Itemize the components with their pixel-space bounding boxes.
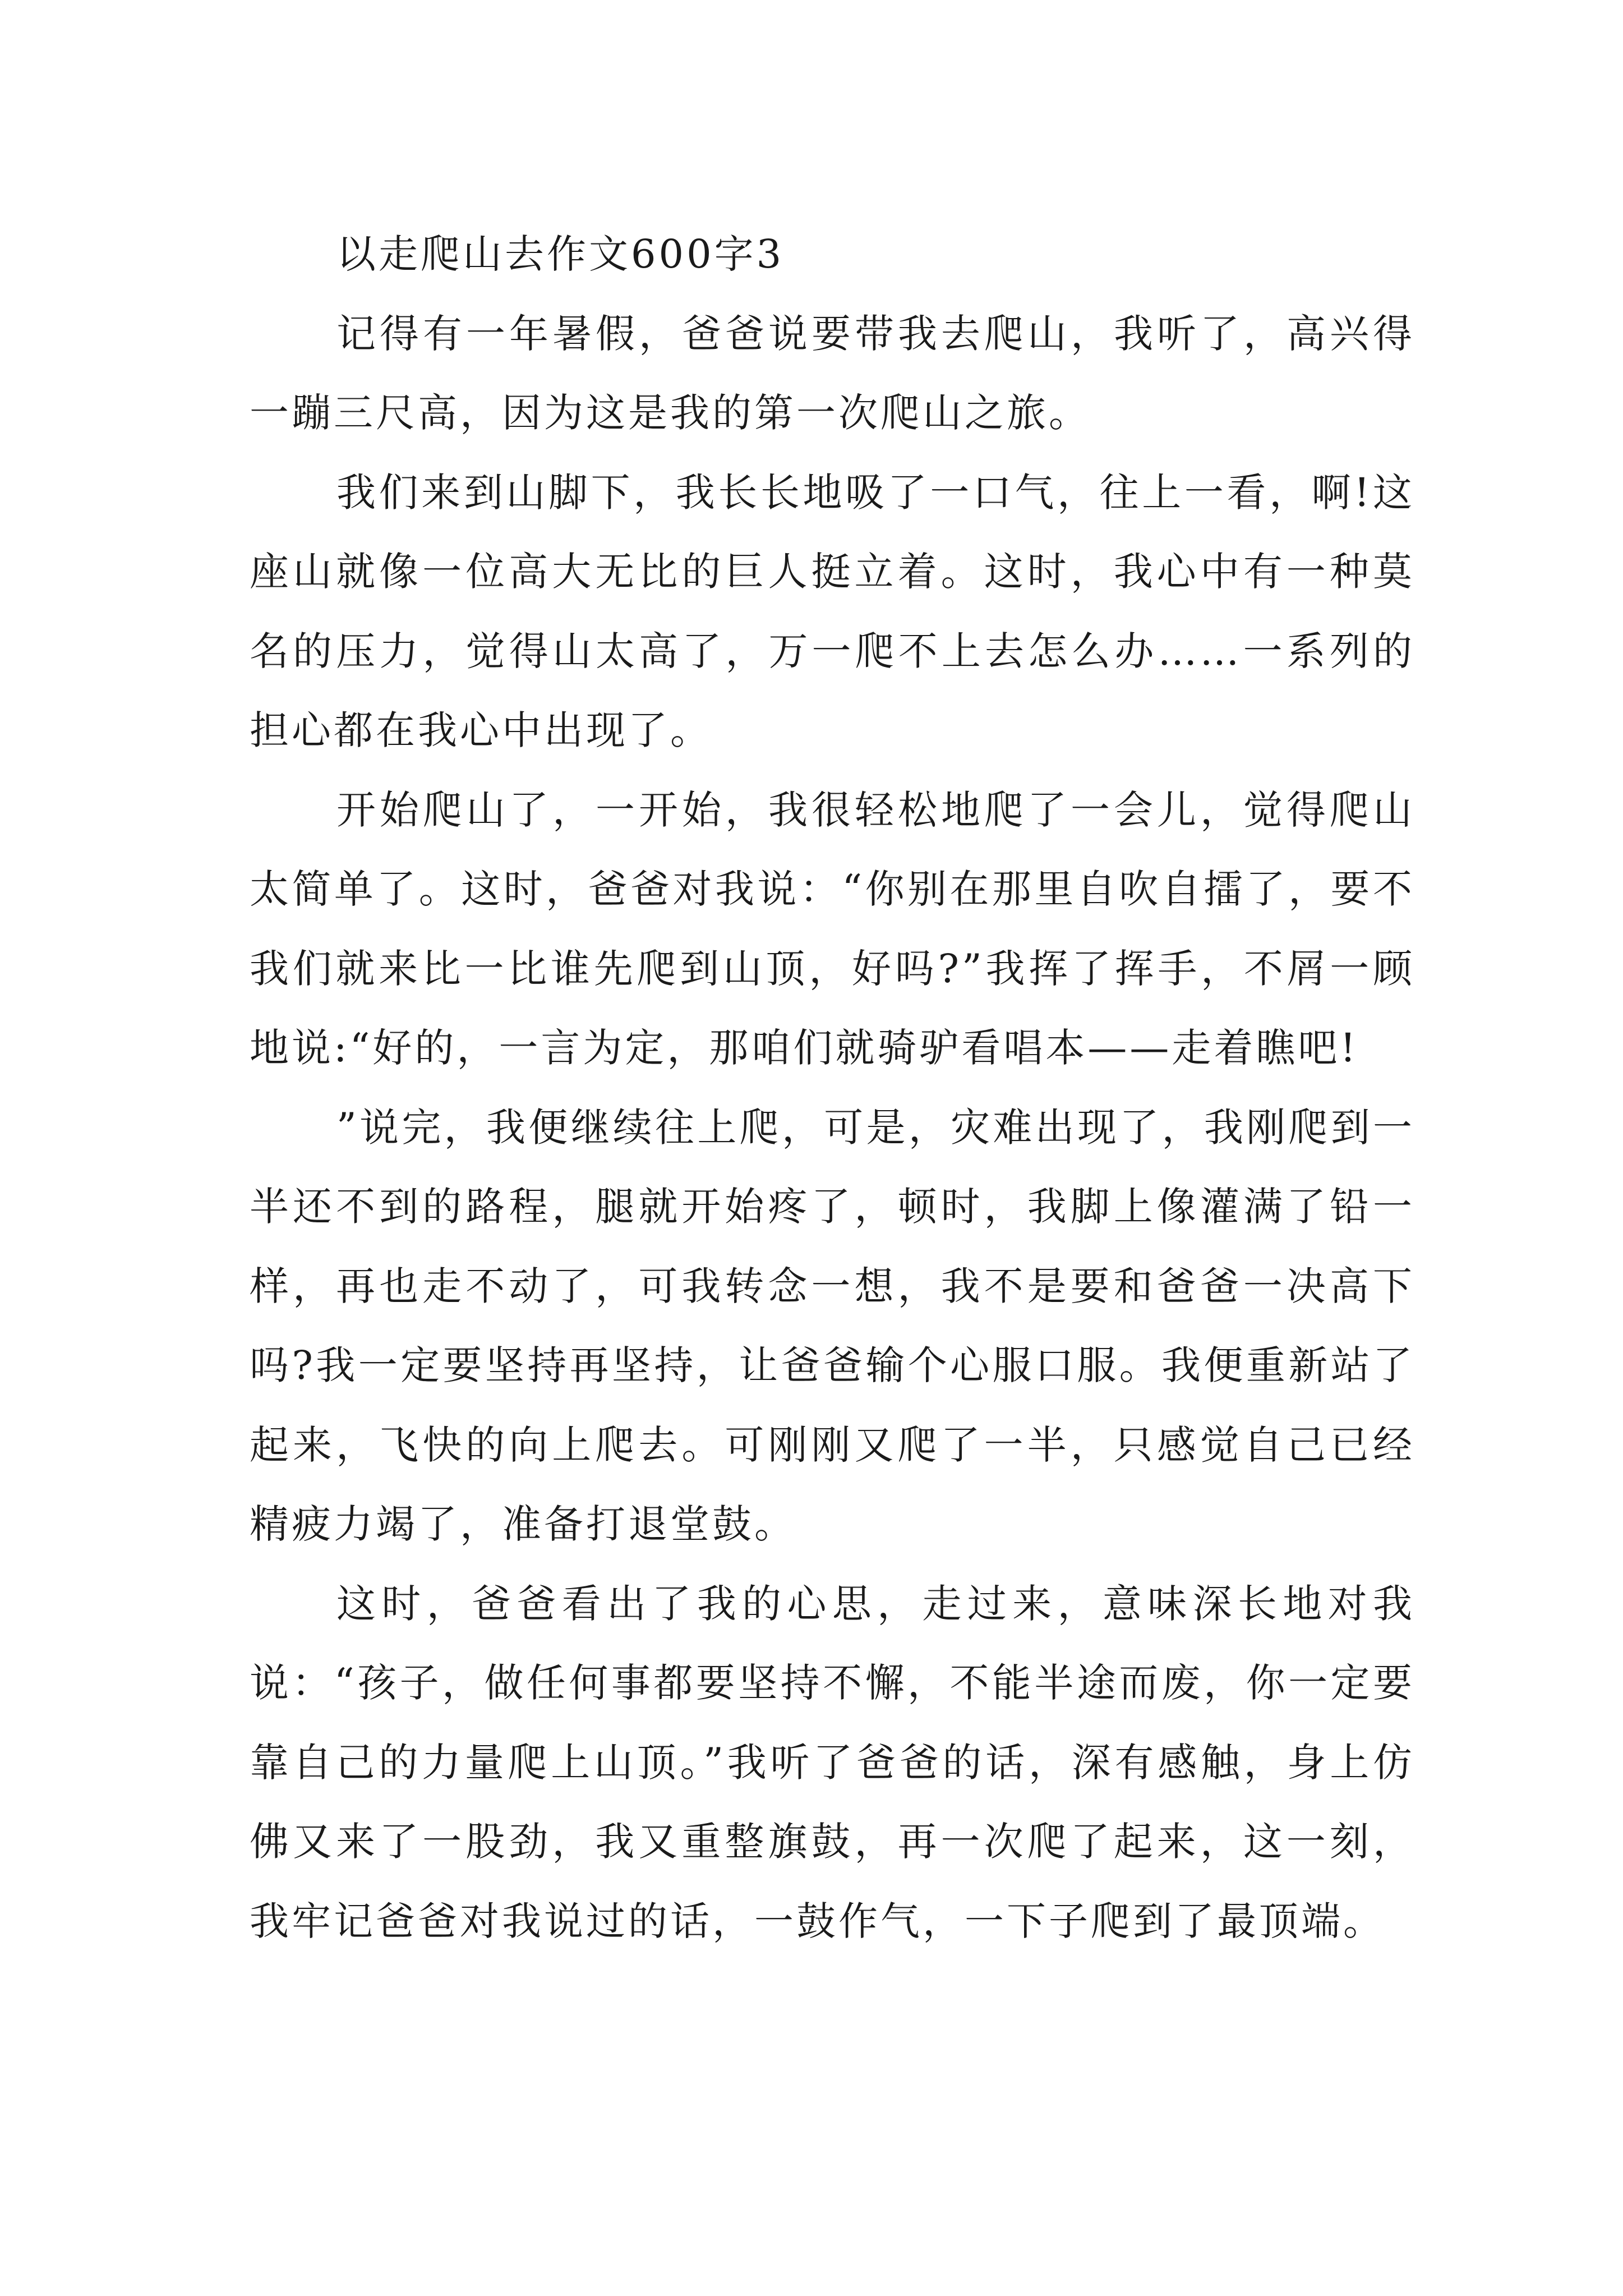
paragraph-4: ”说完，我便继续往上爬，可是，灾难出现了，我刚爬到一半还不到的路程，腿就开始疼了，顿时，我脚上像灌满了铅一样，再也走不动了，可我转念一想，我不是要和爸爸一决高下吗?我一定要坚持再坚持，让爸爸输个心服口服。我便重新站了起来，飞快的向上爬去。可刚刚又爬了一半，只感觉自己已经精疲力竭了，准备打退堂鼓。 <box>250 1104 1415 1547</box>
document-body <box>250 215 1415 1961</box>
document-title: 以走爬山去作文600字3 <box>336 231 785 277</box>
paragraph-1: 记得有一年暑假，爸爸说要带我去爬山，我听了，高兴得一蹦三尺高，因为这是我的第一次爬山之旅。 <box>250 310 1415 436</box>
paragraph-2: 我们来到山脚下，我长长地吸了一口气，往上一看，啊!这座山就像一位高大无比的巨人挺立着。这时，我心中有一种莫名的压力，觉得山太高了，万一爬不上去怎么办……一系列的担心都在我心中出现了。 <box>250 469 1415 753</box>
paragraph-5: 这时，爸爸看出了我的心思，走过来，意味深长地对我说：“孩子，做任何事都要坚持不懈，不能半途而废，你一定要靠自己的力量爬上山顶。”我听了爸爸的话，深有感触，身上仿佛又来了一股劲，我又重整旗鼓，再一次爬了起来，这一刻，我牢记爸爸对我说过的话，一鼓作气，一下子爬到了最顶端。 <box>250 1580 1415 1944</box>
paragraph-3: 开始爬山了，一开始，我很轻松地爬了一会儿，觉得爬山太简单了。这时，爸爸对我说：“你别在那里自吹自擂了，要不我们就来比一比谁先爬到山顶，好吗?”我挥了挥手，不屑一顾地说:“好的，一言为定，那咱们就骑驴看唱本——走着瞧吧! <box>250 786 1415 1071</box>
